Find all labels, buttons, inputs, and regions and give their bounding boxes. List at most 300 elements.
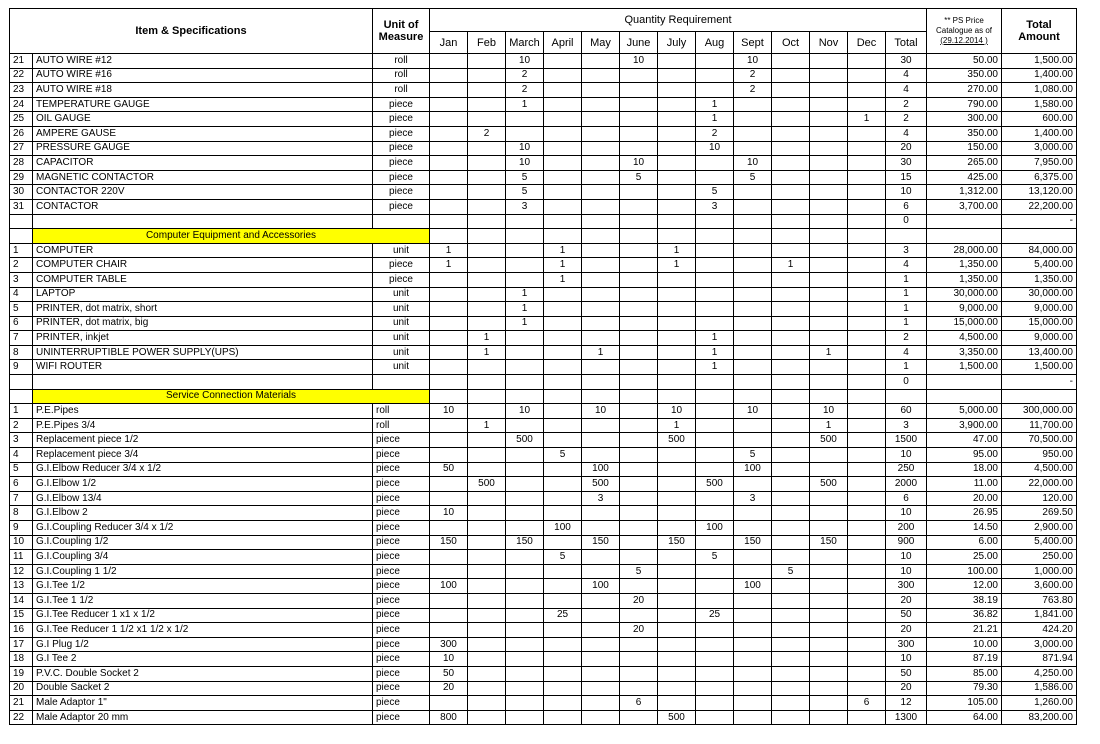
- month-quantity: [468, 448, 506, 463]
- total-amount: 763.80: [1002, 593, 1077, 608]
- unit-of-measure: piece: [373, 491, 430, 506]
- item-description: WIFI ROUTER: [33, 360, 373, 375]
- month-quantity: [582, 710, 620, 725]
- month-quantity: [506, 477, 544, 492]
- month-quantity: [696, 448, 734, 463]
- month-quantity: [848, 302, 886, 317]
- month-quantity: [430, 214, 468, 229]
- month-quantity: [696, 506, 734, 521]
- month-quantity: [544, 623, 582, 638]
- unit-price: 1,312.00: [927, 185, 1002, 200]
- month-quantity: [734, 593, 772, 608]
- month-quantity: [468, 316, 506, 331]
- row-number: 13: [10, 579, 33, 594]
- month-quantity: [658, 156, 696, 171]
- table-row: [10, 608, 1077, 623]
- month-header: June: [620, 32, 658, 54]
- month-quantity: [468, 199, 506, 214]
- total-amount: 9,000.00: [1002, 331, 1077, 346]
- row-number: 6: [10, 477, 33, 492]
- unit-of-measure: piece: [373, 112, 430, 127]
- month-quantity: [772, 491, 810, 506]
- total-quantity: 6: [886, 491, 927, 506]
- total-amount: 7,950.00: [1002, 156, 1077, 171]
- table-row: [10, 506, 1077, 521]
- month-quantity: [696, 666, 734, 681]
- month-quantity: [696, 302, 734, 317]
- unit-price: 3,900.00: [927, 418, 1002, 433]
- item-description: PRESSURE GAUGE: [33, 141, 373, 156]
- month-quantity: [430, 199, 468, 214]
- unit-price: 11.00: [927, 477, 1002, 492]
- month-quantity: [430, 112, 468, 127]
- unit-price: 265.00: [927, 156, 1002, 171]
- item-description: P.E.Pipes: [33, 404, 373, 419]
- item-description: AUTO WIRE #12: [33, 54, 373, 69]
- month-quantity: [848, 404, 886, 419]
- month-quantity: [582, 185, 620, 200]
- unit-of-measure: roll: [373, 68, 430, 83]
- amount-header-line1: Total: [1026, 19, 1052, 31]
- row-number: 6: [10, 316, 33, 331]
- month-quantity: [658, 491, 696, 506]
- month-quantity: [620, 141, 658, 156]
- table-row: [10, 652, 1077, 667]
- month-quantity: [430, 608, 468, 623]
- total-quantity: 1: [886, 272, 927, 287]
- month-quantity: [506, 112, 544, 127]
- month-quantity: 100: [582, 462, 620, 477]
- total-quantity: 1500: [886, 433, 927, 448]
- month-quantity: 5: [696, 550, 734, 565]
- month-quantity: [772, 170, 810, 185]
- month-quantity: 150: [506, 535, 544, 550]
- total-quantity: 15: [886, 170, 927, 185]
- month-quantity: [658, 521, 696, 536]
- month-quantity: 10: [734, 156, 772, 171]
- month-quantity: 20: [430, 681, 468, 696]
- month-quantity: [544, 170, 582, 185]
- month-quantity: 10: [506, 156, 544, 171]
- total-quantity: 900: [886, 535, 927, 550]
- month-quantity: 1: [506, 316, 544, 331]
- month-quantity: [848, 258, 886, 273]
- month-quantity: [506, 608, 544, 623]
- month-quantity: [430, 287, 468, 302]
- month-quantity: [430, 68, 468, 83]
- month-quantity: [620, 579, 658, 594]
- table-row: [10, 593, 1077, 608]
- month-quantity: 150: [734, 535, 772, 550]
- month-quantity: [620, 418, 658, 433]
- row-number: 9: [10, 521, 33, 536]
- unit-price: 105.00: [927, 696, 1002, 711]
- unit-price: 47.00: [927, 433, 1002, 448]
- month-quantity: [734, 375, 772, 390]
- row-number: 16: [10, 623, 33, 638]
- price-header-date: (29.12.2014 ): [940, 36, 988, 45]
- month-quantity: [430, 156, 468, 171]
- month-quantity: [772, 652, 810, 667]
- item-description: CAPACITOR: [33, 156, 373, 171]
- month-quantity: [848, 564, 886, 579]
- month-quantity: 500: [658, 433, 696, 448]
- table-row: [10, 156, 1077, 171]
- month-quantity: [810, 272, 848, 287]
- row-number: 21: [10, 54, 33, 69]
- total-amount: 9,000.00: [1002, 302, 1077, 317]
- month-quantity: 1: [696, 331, 734, 346]
- month-quantity: [506, 214, 544, 229]
- month-quantity: 1: [848, 112, 886, 127]
- unit-price: 18.00: [927, 462, 1002, 477]
- row-number: 19: [10, 666, 33, 681]
- quantity-header: Quantity Requirement: [430, 9, 927, 32]
- item-description: OIL GAUGE: [33, 112, 373, 127]
- month-quantity: [696, 681, 734, 696]
- month-quantity: [582, 331, 620, 346]
- month-quantity: 1: [658, 418, 696, 433]
- month-quantity: [468, 550, 506, 565]
- total-quantity: 0: [886, 375, 927, 390]
- unit-of-measure: piece: [373, 608, 430, 623]
- month-quantity: [658, 550, 696, 565]
- item-description: MAGNETIC CONTACTOR: [33, 170, 373, 185]
- month-quantity: [658, 141, 696, 156]
- month-quantity: [696, 272, 734, 287]
- month-quantity: [544, 462, 582, 477]
- month-header: Oct: [772, 32, 810, 54]
- month-quantity: [468, 710, 506, 725]
- month-quantity: [848, 185, 886, 200]
- unit-of-measure: roll: [373, 404, 430, 419]
- month-quantity: [772, 302, 810, 317]
- month-quantity: [734, 564, 772, 579]
- month-quantity: [430, 477, 468, 492]
- month-quantity: [430, 375, 468, 390]
- total-amount: 30,000.00: [1002, 287, 1077, 302]
- item-description: PRINTER, inkjet: [33, 331, 373, 346]
- month-quantity: [620, 83, 658, 98]
- month-quantity: [734, 550, 772, 565]
- total-amount: 1,841.00: [1002, 608, 1077, 623]
- unit-price: 6.00: [927, 535, 1002, 550]
- unit-of-measure: piece: [373, 462, 430, 477]
- month-quantity: [506, 593, 544, 608]
- month-quantity: [734, 126, 772, 141]
- item-description: P.E.Pipes 3/4: [33, 418, 373, 433]
- month-quantity: [544, 506, 582, 521]
- total-amount: 1,350.00: [1002, 272, 1077, 287]
- row-number: 3: [10, 433, 33, 448]
- month-quantity: [696, 54, 734, 69]
- month-quantity: [468, 637, 506, 652]
- unit-of-measure: piece: [373, 448, 430, 463]
- table-row: [10, 696, 1077, 711]
- unit-price: 30,000.00: [927, 287, 1002, 302]
- row-number: 30: [10, 185, 33, 200]
- total-amount: 1,000.00: [1002, 564, 1077, 579]
- month-quantity: [810, 331, 848, 346]
- unit-of-measure: piece: [373, 652, 430, 667]
- total-amount: 250.00: [1002, 550, 1077, 565]
- total-amount: 600.00: [1002, 112, 1077, 127]
- unit-price: 3,700.00: [927, 199, 1002, 214]
- month-quantity: [506, 681, 544, 696]
- month-quantity: [734, 477, 772, 492]
- month-quantity: [430, 564, 468, 579]
- total-quantity: 60: [886, 404, 927, 419]
- month-quantity: [468, 54, 506, 69]
- month-quantity: [544, 593, 582, 608]
- month-quantity: [848, 214, 886, 229]
- row-number: 21: [10, 696, 33, 711]
- month-quantity: [810, 506, 848, 521]
- month-quantity: [734, 637, 772, 652]
- month-quantity: [544, 156, 582, 171]
- month-quantity: [620, 199, 658, 214]
- month-quantity: [620, 506, 658, 521]
- month-header: Sept: [734, 32, 772, 54]
- total-quantity: 10: [886, 550, 927, 565]
- month-quantity: [430, 550, 468, 565]
- month-header: Jan: [430, 32, 468, 54]
- table-row: [10, 112, 1077, 127]
- month-quantity: 150: [658, 535, 696, 550]
- month-quantity: 500: [506, 433, 544, 448]
- item-description: G.I.Elbow 13/4: [33, 491, 373, 506]
- month-quantity: [848, 360, 886, 375]
- table-row: [10, 710, 1077, 725]
- month-quantity: [430, 433, 468, 448]
- table-row: [10, 272, 1077, 287]
- month-header: Nov: [810, 32, 848, 54]
- month-quantity: [430, 418, 468, 433]
- month-quantity: [810, 170, 848, 185]
- unit-of-measure: roll: [373, 54, 430, 69]
- month-quantity: 5: [620, 564, 658, 579]
- month-quantity: [582, 418, 620, 433]
- item-description: UNINTERRUPTIBLE POWER SUPPLY(UPS): [33, 345, 373, 360]
- month-quantity: [848, 156, 886, 171]
- month-quantity: 1: [430, 243, 468, 258]
- month-quantity: [468, 156, 506, 171]
- unit-of-measure: piece: [373, 696, 430, 711]
- month-quantity: [430, 331, 468, 346]
- month-quantity: 10: [506, 404, 544, 419]
- month-quantity: [658, 593, 696, 608]
- month-quantity: [734, 287, 772, 302]
- month-quantity: [772, 54, 810, 69]
- unit-of-measure: piece: [373, 681, 430, 696]
- unit-price: 87.19: [927, 652, 1002, 667]
- row-number: 26: [10, 126, 33, 141]
- month-quantity: [620, 404, 658, 419]
- month-quantity: [468, 579, 506, 594]
- month-quantity: 300: [430, 637, 468, 652]
- month-quantity: [468, 302, 506, 317]
- month-quantity: 1: [772, 258, 810, 273]
- total-amount: 1,260.00: [1002, 696, 1077, 711]
- month-quantity: [848, 593, 886, 608]
- month-quantity: [772, 287, 810, 302]
- month-quantity: [468, 185, 506, 200]
- month-quantity: 5: [696, 185, 734, 200]
- month-quantity: [848, 477, 886, 492]
- month-quantity: [772, 316, 810, 331]
- month-quantity: [772, 199, 810, 214]
- month-quantity: [620, 97, 658, 112]
- item-description: AUTO WIRE #16: [33, 68, 373, 83]
- month-quantity: [620, 272, 658, 287]
- unit-of-measure: piece: [373, 185, 430, 200]
- unit-price: 50.00: [927, 54, 1002, 69]
- month-quantity: [544, 54, 582, 69]
- month-quantity: [544, 345, 582, 360]
- month-quantity: [658, 681, 696, 696]
- total-quantity: 4: [886, 345, 927, 360]
- unit-of-measure: piece: [373, 97, 430, 112]
- item-description: G.I.Elbow 1/2: [33, 477, 373, 492]
- total-quantity: 2: [886, 112, 927, 127]
- month-header: Feb: [468, 32, 506, 54]
- month-quantity: [506, 506, 544, 521]
- month-quantity: [468, 521, 506, 536]
- unit-price: 14.50: [927, 521, 1002, 536]
- item-description: PRINTER, dot matrix, big: [33, 316, 373, 331]
- month-quantity: [848, 521, 886, 536]
- total-amount: -: [1002, 214, 1077, 229]
- month-quantity: 1: [696, 360, 734, 375]
- month-quantity: 10: [506, 54, 544, 69]
- month-quantity: [810, 564, 848, 579]
- unit-of-measure: unit: [373, 302, 430, 317]
- item-description: COMPUTER CHAIR: [33, 258, 373, 273]
- month-quantity: [772, 97, 810, 112]
- unit-price: 10.00: [927, 637, 1002, 652]
- month-quantity: [772, 433, 810, 448]
- unit-price: 3,350.00: [927, 345, 1002, 360]
- month-quantity: [430, 316, 468, 331]
- month-quantity: [772, 710, 810, 725]
- month-quantity: 1: [468, 418, 506, 433]
- month-quantity: [468, 170, 506, 185]
- month-quantity: [772, 126, 810, 141]
- month-quantity: [658, 696, 696, 711]
- row-number: 20: [10, 681, 33, 696]
- month-quantity: [772, 681, 810, 696]
- month-quantity: [848, 170, 886, 185]
- item-description: G.I.Coupling 1/2: [33, 535, 373, 550]
- month-quantity: [544, 535, 582, 550]
- item-description: TEMPERATURE GAUGE: [33, 97, 373, 112]
- unit-price: 21.21: [927, 623, 1002, 638]
- month-quantity: [848, 345, 886, 360]
- total-quantity: 2: [886, 97, 927, 112]
- month-quantity: [544, 375, 582, 390]
- month-quantity: [696, 68, 734, 83]
- month-quantity: [506, 710, 544, 725]
- month-quantity: [582, 112, 620, 127]
- month-quantity: [734, 316, 772, 331]
- month-quantity: [772, 360, 810, 375]
- month-quantity: [620, 608, 658, 623]
- month-quantity: [506, 623, 544, 638]
- month-quantity: [810, 666, 848, 681]
- total-quantity: 1300: [886, 710, 927, 725]
- total-amount: 84,000.00: [1002, 243, 1077, 258]
- month-quantity: [582, 316, 620, 331]
- month-quantity: [772, 623, 810, 638]
- month-quantity: 500: [658, 710, 696, 725]
- month-quantity: [810, 185, 848, 200]
- month-quantity: 800: [430, 710, 468, 725]
- month-quantity: [544, 360, 582, 375]
- month-quantity: [620, 126, 658, 141]
- month-quantity: [734, 243, 772, 258]
- month-quantity: [430, 141, 468, 156]
- month-quantity: [810, 214, 848, 229]
- price-header-line2: Catalogue as of: [935, 26, 993, 35]
- month-quantity: [582, 623, 620, 638]
- table-row: [10, 331, 1077, 346]
- month-quantity: 100: [430, 579, 468, 594]
- row-number: 10: [10, 535, 33, 550]
- table-row: [10, 345, 1077, 360]
- month-quantity: 500: [696, 477, 734, 492]
- month-quantity: [506, 462, 544, 477]
- month-quantity: [506, 652, 544, 667]
- table-row: [10, 170, 1077, 185]
- total-quantity: 4: [886, 258, 927, 273]
- row-number: 9: [10, 360, 33, 375]
- month-quantity: [734, 97, 772, 112]
- month-quantity: [658, 360, 696, 375]
- row-number: 2: [10, 418, 33, 433]
- month-quantity: [810, 243, 848, 258]
- table-row: [10, 199, 1077, 214]
- month-quantity: [430, 593, 468, 608]
- item-description: Male Adaptor 1": [33, 696, 373, 711]
- month-quantity: [658, 112, 696, 127]
- row-number: 22: [10, 710, 33, 725]
- section-electrical-rows: [10, 54, 1077, 229]
- month-quantity: [772, 141, 810, 156]
- table-row: [10, 83, 1077, 98]
- month-quantity: [734, 696, 772, 711]
- unit-of-measure: piece: [373, 535, 430, 550]
- total-amount: 13,120.00: [1002, 185, 1077, 200]
- month-quantity: 100: [582, 579, 620, 594]
- month-quantity: [658, 199, 696, 214]
- item-description: PRINTER, dot matrix, short: [33, 302, 373, 317]
- row-number: 12: [10, 564, 33, 579]
- item-description: G.I.Elbow Reducer 3/4 x 1/2: [33, 462, 373, 477]
- month-quantity: [848, 83, 886, 98]
- month-quantity: [506, 564, 544, 579]
- month-quantity: [848, 579, 886, 594]
- month-quantity: [544, 331, 582, 346]
- total-quantity: 20: [886, 681, 927, 696]
- month-quantity: [848, 623, 886, 638]
- unit-price: 15,000.00: [927, 316, 1002, 331]
- total-quantity: 4: [886, 68, 927, 83]
- month-header: April: [544, 32, 582, 54]
- month-quantity: [658, 666, 696, 681]
- month-header: Dec: [848, 32, 886, 54]
- item-description: Male Adaptor 20 mm: [33, 710, 373, 725]
- unit-of-measure: unit: [373, 331, 430, 346]
